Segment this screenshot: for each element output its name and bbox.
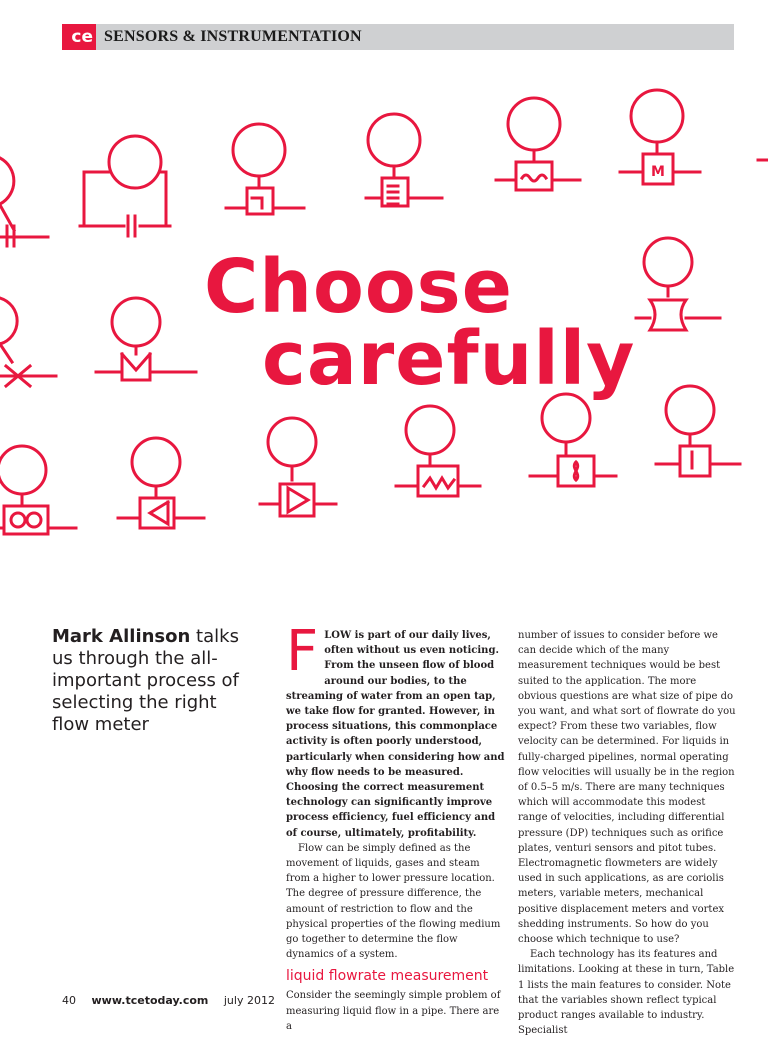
article-column-2	[518, 628, 738, 1038]
magazine-badge: ce	[62, 24, 96, 50]
body-paragraph: Flow can be simply defined as the movement of liquids, gases and steam from a higher to lower pressure location. The degree of pressure difference, the amount of restriction to flow and the physical properties of the flowing medium go together to determine the flow dynamics of a system.	[286, 842, 501, 961]
section-header-bar	[62, 24, 734, 50]
drop-cap: F	[286, 619, 319, 684]
body-paragraph: number of issues to consider before we can decide which of the many measurement techniques would be best suited to the application. The more obvious questions are what size of pipe do you want, and what sort of flowrate do you expect? From these two variables, flow velocity can be determined. For liquids in fully-charged pipelines, normal operating flow velocities will usually be in the region of 0.5–5 m/s. There are many techniques which will accommodate this modest range of velocities, including differential pressure (DP) techniques such as orifice plates, venturi sensors and pitot tubes. Electromagnetic flowmeters are widely used in such applications, as are coriolis meters, variable meters, mechanical positive displacement meters and vortex shedding instruments. So how do you choose which technique to use?	[518, 630, 736, 946]
target-meter-symbol	[530, 394, 616, 486]
section-heading: liquid flowrate measurement	[286, 968, 489, 985]
page-footer	[62, 994, 287, 1007]
vortex-meter-symbol	[396, 406, 480, 496]
resistance-flowmeter-symbol	[80, 136, 170, 236]
motor-label: M	[651, 164, 665, 180]
headline-line-1: Choose	[204, 244, 513, 330]
venturi-meter-symbol	[96, 298, 196, 380]
check-valve-symbol	[118, 438, 204, 528]
footer-date: july 2012	[223, 994, 275, 1007]
orifice-meter-symbol	[226, 124, 304, 214]
section-label: SENSORS & INSTRUMENTATION	[104, 28, 362, 45]
body-paragraph: Each technology has its features and limitations. Looking at these in turn, Table 1 lists the main features to consider. Note that the variables shown reflect typical product ranges available to industry. Specialist	[518, 949, 735, 1037]
intro-text: LOW is part of our daily lives, often without us even noticing. From the unseen flow of blood around our bodies, to the streaming of water from an open tap, we take flow for granted. However, in process situations, this commonplace activity is often poorly understood, particularly when considering how and why flow needs to be measured. Choosing the correct measurement technology can significantly improve process efficiency, fuel efficiency and of course, ultimately, profitability.	[286, 630, 505, 839]
author-name: Mark Allinson	[52, 626, 191, 647]
ultrasonic-meter-symbol	[496, 98, 580, 190]
turbine-meter-symbol	[366, 114, 442, 206]
headline-line-2: carefully	[262, 316, 636, 402]
flowmeter-symbol-edge-top	[0, 158, 48, 246]
positive-displacement-meter-symbol	[260, 418, 336, 516]
standfirst	[52, 626, 252, 736]
flowmeter-symbol-edge-middle	[0, 298, 56, 386]
pitot-tube-symbol	[656, 386, 740, 476]
oval-gear-meter-symbol	[0, 446, 76, 534]
flow-nozzle-symbol	[636, 238, 720, 330]
page-number: 40	[62, 994, 76, 1007]
body-paragraph: Consider the seemingly simple problem of measuring liquid flow in a pipe. There are a	[286, 990, 501, 1032]
article-column-1	[286, 619, 506, 1034]
standfirst-text: talks us through the all-important process of selecting the right flow meter	[52, 626, 239, 735]
intro-paragraph	[286, 619, 506, 841]
footer-url: www.tcetoday.com	[91, 994, 209, 1007]
